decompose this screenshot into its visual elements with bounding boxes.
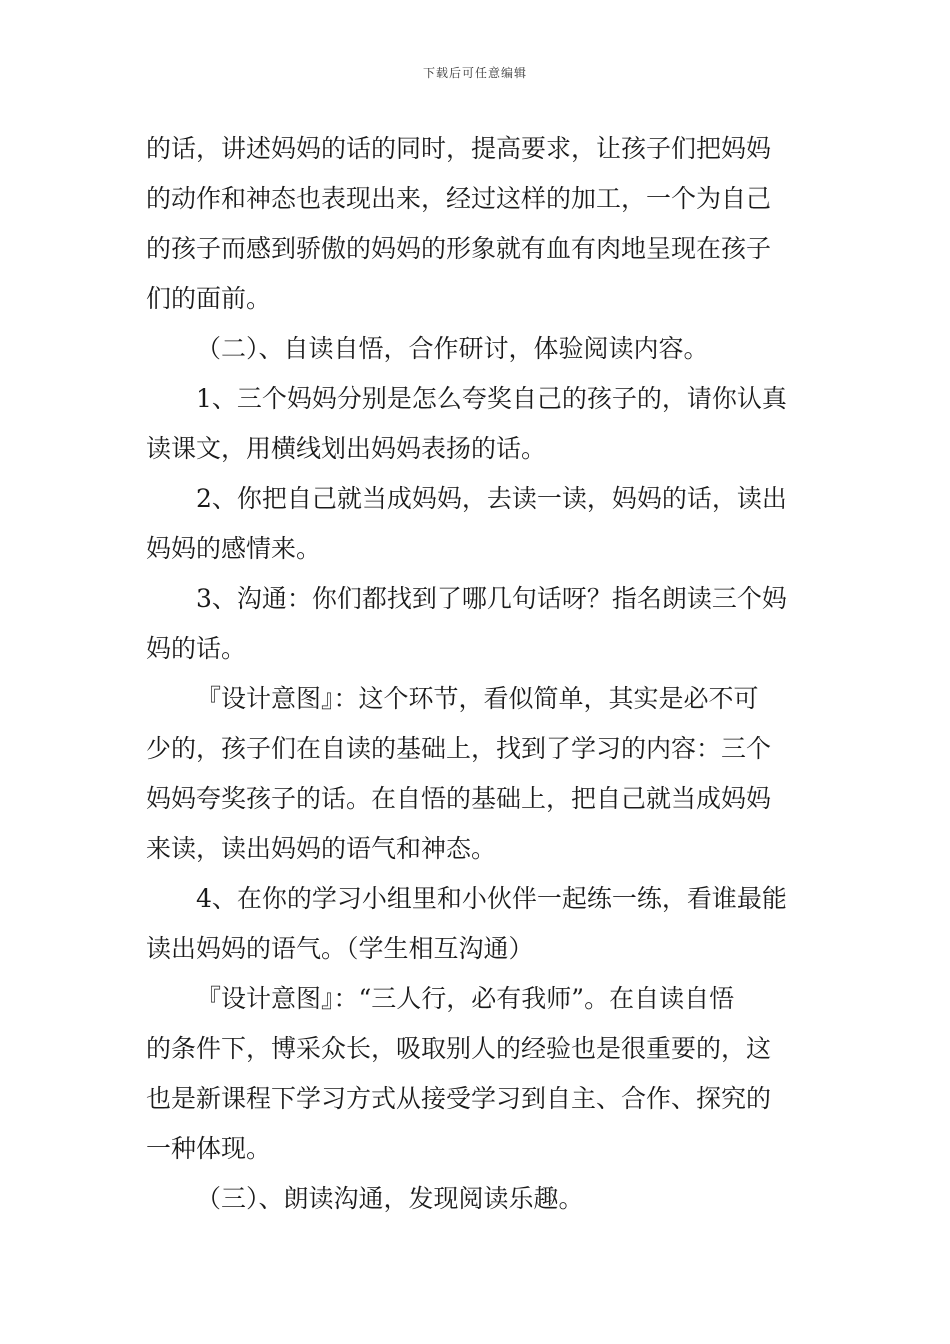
text-line: 的条件下，博采众长，吸取别人的经验也是很重要的，这 <box>146 1034 772 1063</box>
text-line: 读课文，用横线划出妈妈表扬的话。 <box>146 434 547 463</box>
text-line: 的动作和神态也表现出来，经过这样的加工，一个为自己 <box>146 184 772 213</box>
page-header: 下载后可任意编辑 <box>422 66 527 80</box>
text-line: 们的面前。 <box>146 284 272 313</box>
text-line: 妈妈的感情来。 <box>146 534 322 563</box>
text-line: 3、沟通：你们都找到了哪几句话呀？指名朗读三个妈 <box>196 584 787 613</box>
design-intent-line: 『设计意图』：“三人行，必有我师”。在自读自悟 <box>196 984 735 1013</box>
section-heading: （三）、朗读沟通，发现阅读乐趣。 <box>196 1184 584 1213</box>
document-body <box>146 124 808 1224</box>
text-line: 读出妈妈的语气。（学生相互沟通） <box>146 934 534 963</box>
text-line: 的孩子而感到骄傲的妈妈的形象就有血有肉地呈现在孩子 <box>146 234 772 263</box>
text-line: 一种体现。 <box>146 1134 272 1163</box>
text-line: 妈的话。 <box>146 634 247 663</box>
text-line: 来读，读出妈妈的语气和神态。 <box>146 834 497 863</box>
text-line: 2、你把自己就当成妈妈，去读一读，妈妈的话，读出 <box>196 484 787 513</box>
text-line: 的话，讲述妈妈的话的同时，提高要求，让孩子们把妈妈 <box>146 134 772 163</box>
text-line: 4、在你的学习小组里和小伙伴一起练一练，看谁最能 <box>196 884 787 913</box>
text-line: 1、三个妈妈分别是怎么夸奖自己的孩子的，请你认真 <box>196 384 787 413</box>
section-heading: （二）、自读自悟，合作研讨，体验阅读内容。 <box>196 334 709 363</box>
design-intent-line: 『设计意图』：这个环节，看似简单，其实是必不可 <box>196 684 759 713</box>
text-line: 少的，孩子们在自读的基础上，找到了学习的内容：三个 <box>146 734 772 763</box>
text-line: 也是新课程下学习方式从接受学习到自主、合作、探究的 <box>146 1084 772 1113</box>
text-line: 妈妈夸奖孩子的话。在自悟的基础上，把自己就当成妈妈 <box>146 784 772 813</box>
